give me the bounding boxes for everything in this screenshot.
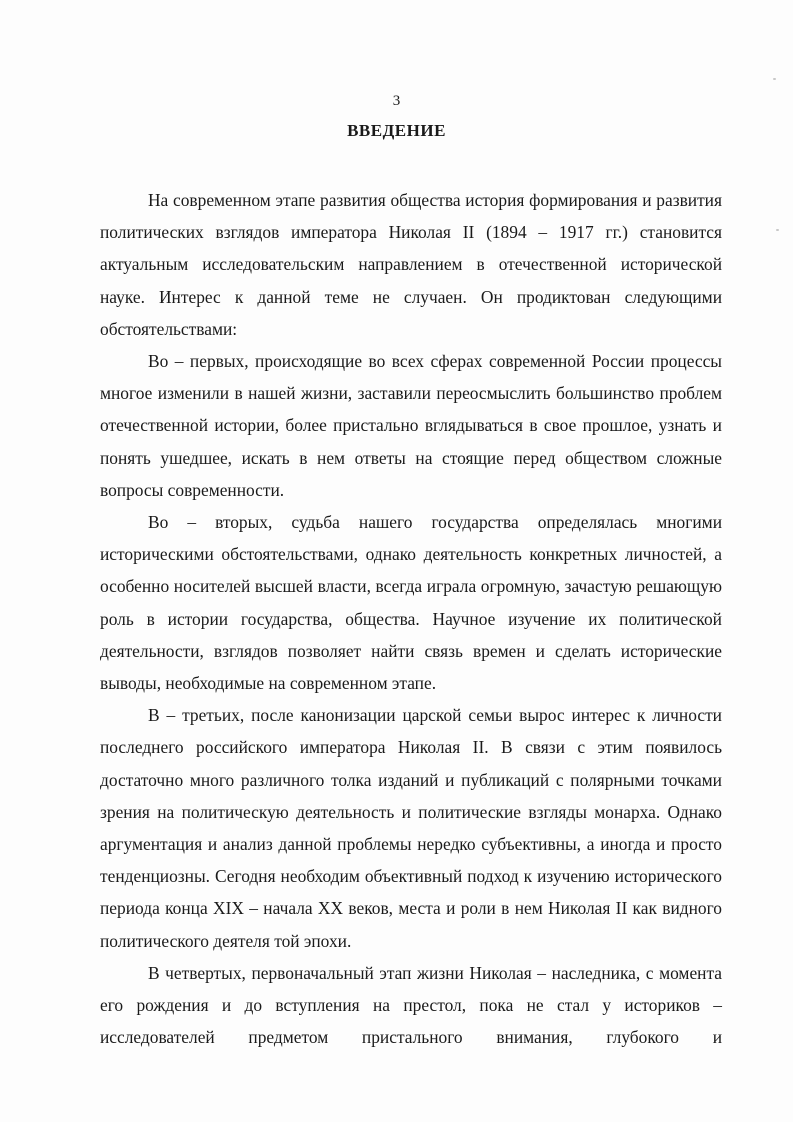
page-title: ВВЕДЕНИЕ: [347, 121, 446, 140]
scan-speck: [776, 229, 779, 231]
paragraph-intro: На современном этапе развития общества история формирования и развития политических взглядов императора Николая II (1894 – 1917 гг.) становится актуальным исследовательским направлением в отечественной исторической науке. Интерес к данной теме не случаен. Он продиктован следующими обстоятельствами:: [100, 190, 722, 339]
body-text: [100, 184, 722, 1053]
scan-speck: [773, 78, 776, 80]
paragraph-first: Во – первых, происходящие во всех сферах современной России процессы многое изменили в нашей жизни, заставили переосмыслить большинство проблем отечественной истории, более пристально вглядываться в свое прошлое, узнать и понять ушедшее, искать в нем ответы на стоящие перед обществом сложные вопросы современности.: [100, 351, 722, 500]
paragraph-second: Во – вторых, судьба нашего государства определялась многими историческими обстоятельствами, однако деятельность конкретных личностей, а особенно носителей высшей власти, всегда играла огромную, зачастую решающую роль в истории государства, общества. Научное изучение их политической деятельности, взглядов позволяет найти связь времен и сделать исторические выводы, необходимые на современном этапе.: [100, 512, 722, 694]
paragraph-fourth: В четвертых, первоначальный этап жизни Николая – наследника, с момента его рождения и до вступления на престол, пока не стал у историков – исследователей предметом пристального внимания, глубокого и: [100, 962, 722, 1048]
paragraph-third: В – третьих, после канонизации царской семьи вырос интерес к личности последнего российского императора Николая II. В связи с этим появилось достаточно много различного толка изданий и публикаций с полярными точками зрения на политическую деятельность и политические взгляды монарха. Однако аргументация и анализ данной проблемы нередко субъективны, а иногда и просто тенденциозны. Сегодня необходим объективный подход к изучению исторического периода конца XIX – начала XX веков, места и роли в нем Николая II как видного политического деятеля той эпохи.: [100, 705, 722, 951]
page-number: 3: [392, 93, 401, 109]
